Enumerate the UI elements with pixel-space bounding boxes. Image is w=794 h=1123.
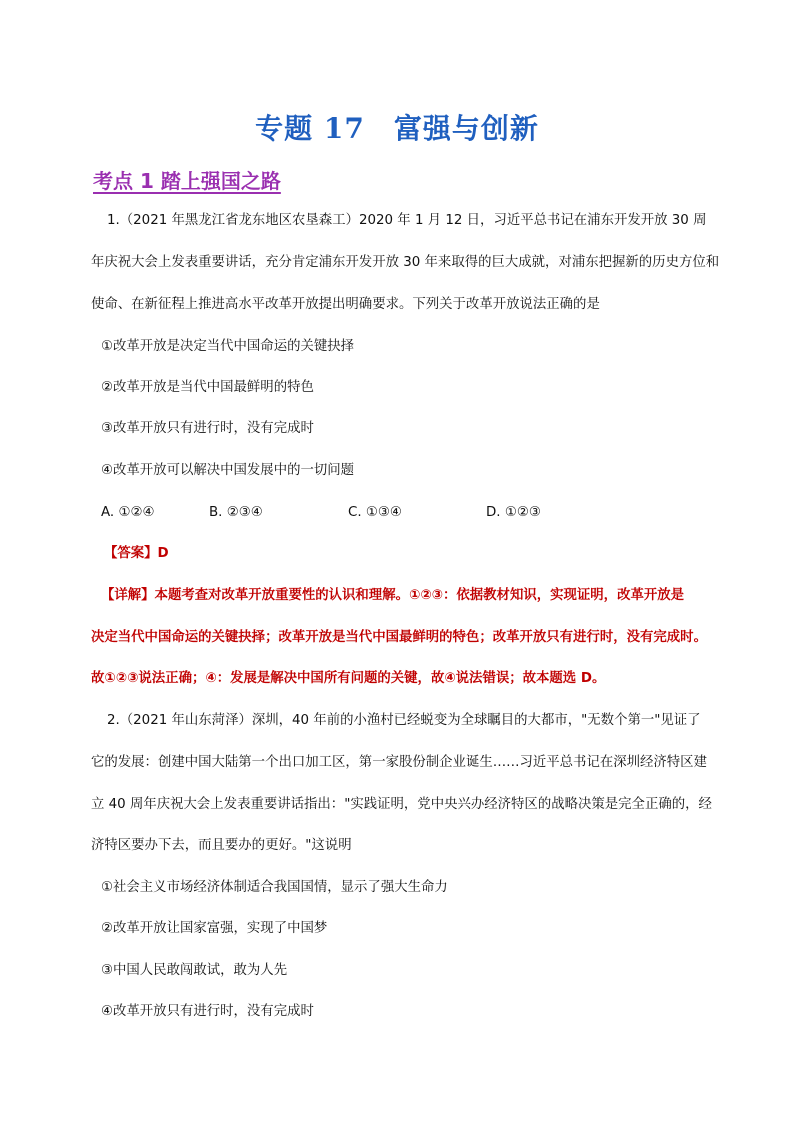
q2-line-3: 立 40 周年庆祝大会上发表重要讲话指出："实践证明，党中央兴办经济特区的战略决策是完全正确的，经 — [91, 797, 712, 812]
page-title: 专题 17 富强与创新 — [255, 112, 539, 145]
q1-detail-line-2: 决定当代中国命运的关键抉择；改革开放是当代中国最鲜明的特色；改革开放只有进行时，没有完成时。 — [91, 630, 707, 645]
q1-detail-line-1: 【详解】本题考查对改革开放重要性的认识和理解。①②③：依据教材知识，实现证明，改革开放是 — [101, 588, 685, 603]
q2-option-1: ①社会主义市场经济体制适合我国国情，显示了强大生命力 — [101, 880, 448, 895]
q1-choice-b: B. ②③④ — [209, 505, 263, 520]
q2-line-4: 济特区要办下去，而且要办的更好。"这说明 — [91, 838, 352, 853]
q1-choice-c: C. ①③④ — [348, 505, 402, 520]
section-heading: 考点 1 踏上强国之路 — [93, 169, 281, 193]
q1-choice-d: D. ①②③ — [486, 505, 541, 520]
q2-option-3: ③中国人民敢闯敢试，敢为人先 — [101, 963, 288, 978]
q1-option-2: ②改革开放是当代中国最鲜明的特色 — [101, 380, 314, 395]
q1-detail-line-3: 故①②③说法正确；④：发展是解决中国所有问题的关键，故④说法错误；故本题选 D。 — [91, 671, 606, 686]
q2-option-4: ④改革开放只有进行时，没有完成时 — [101, 1004, 314, 1019]
q1-choice-a: A. ①②④ — [101, 505, 155, 520]
q1-option-3: ③改革开放只有进行时，没有完成时 — [101, 421, 314, 436]
q1-option-4: ④改革开放可以解决中国发展中的一切问题 — [101, 463, 355, 478]
q2-option-2: ②改革开放让国家富强，实现了中国梦 — [101, 921, 328, 936]
q2-line-2: 它的发展：创建中国大陆第一个出口加工区，第一家股份制企业诞生……习近平总书记在深圳经济特区建 — [91, 755, 707, 770]
q1-line-3: 使命、在新征程上推进高水平改革开放提出明确要求。下列关于改革开放说法正确的是 — [91, 297, 600, 312]
q2-line-1: 2.（2021 年山东菏泽）深圳，40 年前的小渔村已经蜕变为全球瞩目的大都市，"无数个第一"见证了 — [107, 713, 701, 728]
q1-answer-text: 【答案】D — [104, 546, 169, 561]
q1-answer — [104, 545, 169, 563]
q1-line-1: 1.（2021 年黑龙江省龙东地区农垦森工）2020 年 1 月 12 日，习近平总书记在浦东开发开放 30 周 — [107, 213, 707, 228]
q1-option-1: ①改革开放是决定当代中国命运的关键抉择 — [101, 339, 355, 354]
q1-line-2: 年庆祝大会上发表重要讲话，充分肯定浦东开发开放 30 年来取得的巨大成就，对浦东把握新的历史方位和 — [91, 255, 720, 270]
